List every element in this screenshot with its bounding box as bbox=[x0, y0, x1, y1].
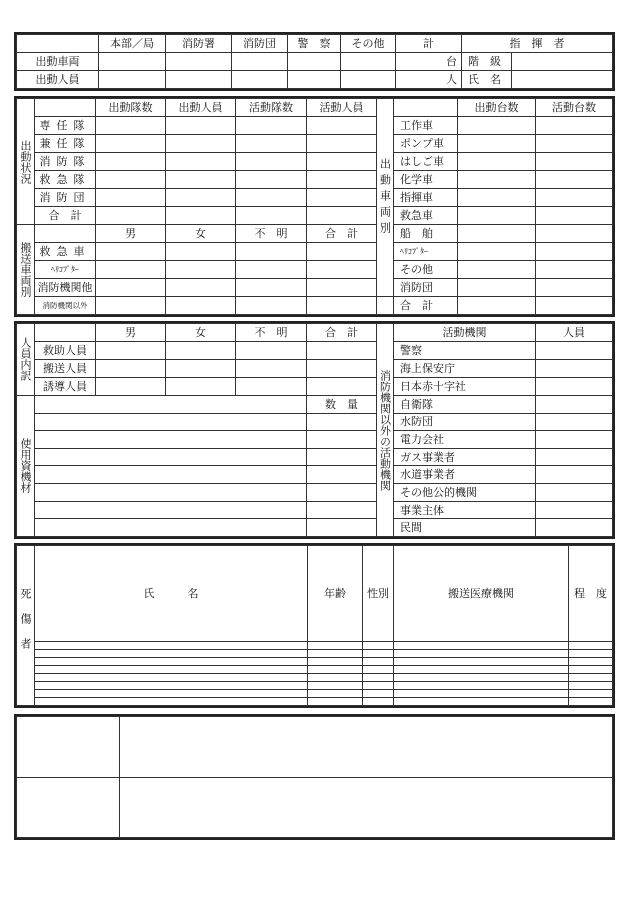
cell[interactable] bbox=[308, 690, 363, 698]
cell[interactable] bbox=[569, 682, 613, 690]
cell[interactable] bbox=[236, 189, 307, 207]
cell[interactable] bbox=[166, 297, 236, 315]
vehicles-keisatsu[interactable] bbox=[288, 53, 341, 71]
org-gas: ガス事業者 bbox=[394, 448, 536, 466]
org-sdf: 自衛隊 bbox=[394, 395, 536, 413]
cell[interactable] bbox=[307, 501, 377, 519]
row-total: 合 計 bbox=[35, 207, 96, 225]
cell[interactable] bbox=[307, 279, 377, 297]
cell[interactable] bbox=[236, 261, 307, 279]
header-org: 活動機関 bbox=[394, 324, 536, 342]
cell[interactable] bbox=[35, 642, 308, 650]
vehicle-pump: ポンプ車 bbox=[394, 135, 458, 153]
vehicles-sonota[interactable] bbox=[341, 53, 396, 71]
cell[interactable] bbox=[363, 642, 394, 650]
notes-block bbox=[14, 714, 615, 840]
blank bbox=[35, 225, 96, 243]
cell[interactable] bbox=[536, 297, 613, 315]
header-active-count: 活動台数 bbox=[536, 99, 613, 117]
vehicle-ship: 船 舶 bbox=[394, 225, 458, 243]
cell[interactable] bbox=[363, 698, 394, 706]
row-label-vehicles: 出動車両 bbox=[17, 53, 99, 71]
cell[interactable] bbox=[363, 658, 394, 666]
cell[interactable] bbox=[536, 189, 613, 207]
cell[interactable] bbox=[307, 153, 377, 171]
cell[interactable] bbox=[166, 279, 236, 297]
cell[interactable] bbox=[536, 377, 613, 395]
cell[interactable] bbox=[307, 117, 377, 135]
cell[interactable] bbox=[536, 359, 613, 377]
org-red-cross: 日本赤十字社 bbox=[394, 377, 536, 395]
header-quantity: 数 量 bbox=[307, 395, 377, 413]
equipment-name-cell[interactable] bbox=[35, 501, 307, 519]
header-female: 女 bbox=[166, 225, 236, 243]
vehicle-chemical: 化学車 bbox=[394, 171, 458, 189]
cell[interactable] bbox=[569, 690, 613, 698]
cell[interactable] bbox=[96, 153, 166, 171]
cell[interactable] bbox=[307, 341, 377, 359]
cell[interactable] bbox=[536, 501, 613, 519]
cell[interactable] bbox=[394, 698, 569, 706]
cell[interactable] bbox=[307, 431, 377, 449]
row-rescued: 救助人員 bbox=[35, 341, 96, 359]
row-shobodan: 消防団 bbox=[35, 189, 96, 207]
header-total: 合 計 bbox=[307, 225, 377, 243]
cell[interactable] bbox=[394, 682, 569, 690]
vehicles-shobodan[interactable] bbox=[232, 53, 288, 71]
cell[interactable] bbox=[35, 650, 308, 658]
header-shobodan: 消防団 bbox=[232, 35, 288, 53]
cell[interactable] bbox=[458, 117, 536, 135]
row-transported: 搬送人員 bbox=[35, 359, 96, 377]
cell[interactable] bbox=[166, 189, 236, 207]
cell[interactable] bbox=[536, 431, 613, 449]
personnel-keisatsu[interactable] bbox=[288, 71, 341, 89]
cell[interactable] bbox=[307, 189, 377, 207]
cell[interactable] bbox=[166, 341, 236, 359]
cell[interactable] bbox=[236, 207, 307, 225]
vehicle-ambulance: 救急車 bbox=[394, 207, 458, 225]
cell[interactable] bbox=[308, 658, 363, 666]
personnel-shobodan[interactable] bbox=[232, 71, 288, 89]
vehicles-honbu[interactable] bbox=[99, 53, 166, 71]
cell[interactable] bbox=[96, 135, 166, 153]
cell[interactable] bbox=[307, 519, 377, 537]
vehicle-side-label: 出動車両別 bbox=[377, 99, 394, 297]
equipment-name-cell[interactable] bbox=[35, 431, 307, 449]
cell[interactable] bbox=[536, 395, 613, 413]
cell[interactable] bbox=[236, 153, 307, 171]
row-senninn: 専任隊 bbox=[35, 117, 96, 135]
cell[interactable] bbox=[394, 674, 569, 682]
org-other-public: その他公的機関 bbox=[394, 484, 536, 502]
equipment-name-cell[interactable] bbox=[35, 413, 307, 431]
cell[interactable] bbox=[236, 297, 307, 315]
cell[interactable] bbox=[308, 682, 363, 690]
cell[interactable] bbox=[236, 135, 307, 153]
cell[interactable] bbox=[363, 682, 394, 690]
cell[interactable] bbox=[96, 243, 166, 261]
org-water: 水道事業者 bbox=[394, 466, 536, 484]
cell[interactable] bbox=[308, 674, 363, 682]
cell[interactable] bbox=[307, 207, 377, 225]
cell[interactable] bbox=[307, 171, 377, 189]
org-private: 民間 bbox=[394, 519, 536, 537]
header-dispatched-count: 出動台数 bbox=[458, 99, 536, 117]
cell[interactable] bbox=[35, 666, 308, 674]
cell[interactable] bbox=[394, 666, 569, 674]
row-label-personnel: 出動人員 bbox=[17, 71, 99, 89]
cell[interactable] bbox=[536, 243, 613, 261]
header-active-units: 活動隊数 bbox=[236, 99, 307, 117]
personnel-sonota[interactable] bbox=[341, 71, 396, 89]
cell[interactable] bbox=[96, 359, 166, 377]
personnel-shobosho[interactable] bbox=[166, 71, 232, 89]
cell[interactable] bbox=[569, 698, 613, 706]
header-kei: 計 bbox=[396, 35, 462, 53]
cell[interactable] bbox=[307, 466, 377, 484]
equipment-side-label: 使用資機材 bbox=[17, 395, 35, 536]
header-name: 氏 名 bbox=[35, 546, 308, 642]
header-shikisha: 指 揮 者 bbox=[462, 35, 613, 53]
transport-non-fire-agency: 消防機関以外 bbox=[35, 297, 96, 315]
cell[interactable] bbox=[308, 666, 363, 674]
header-shobosho: 消防署 bbox=[166, 35, 232, 53]
casualties-block bbox=[14, 543, 615, 708]
cell[interactable] bbox=[96, 171, 166, 189]
cell[interactable] bbox=[236, 377, 307, 395]
cell[interactable] bbox=[35, 698, 308, 706]
cell[interactable] bbox=[458, 207, 536, 225]
cell[interactable] bbox=[236, 279, 307, 297]
vehicle-total: 合 計 bbox=[394, 297, 458, 315]
vehicle-ladder: はしご車 bbox=[394, 153, 458, 171]
cell[interactable] bbox=[96, 207, 166, 225]
blank bbox=[35, 324, 96, 342]
row-shobotai: 消防隊 bbox=[35, 153, 96, 171]
header-honbu: 本部／局 bbox=[99, 35, 166, 53]
equipment-name-cell[interactable] bbox=[35, 448, 307, 466]
dispatch-block bbox=[14, 96, 615, 317]
header-dispatched-units: 出動隊数 bbox=[96, 99, 166, 117]
cell[interactable] bbox=[236, 243, 307, 261]
cell[interactable] bbox=[307, 261, 377, 279]
header-dispatched-personnel: 出動人員 bbox=[166, 99, 236, 117]
transport-helicopter: ﾍﾘｺﾌﾟﾀｰ bbox=[35, 261, 96, 279]
header-sex: 性別 bbox=[363, 546, 394, 642]
row-kyukyutai: 救急隊 bbox=[35, 171, 96, 189]
cell[interactable] bbox=[458, 171, 536, 189]
notes-label-1 bbox=[17, 717, 120, 778]
blank-header bbox=[17, 35, 99, 53]
header-total: 合 計 bbox=[307, 324, 377, 342]
cell[interactable] bbox=[308, 698, 363, 706]
equipment-name-cell[interactable] bbox=[35, 519, 307, 537]
cell[interactable] bbox=[236, 341, 307, 359]
cell[interactable] bbox=[35, 674, 308, 682]
cell[interactable] bbox=[166, 171, 236, 189]
vehicles-total-unit: 台 bbox=[396, 53, 462, 71]
cell[interactable] bbox=[96, 297, 166, 315]
vehicles-shobosho[interactable] bbox=[166, 53, 232, 71]
header-org-personnel: 人員 bbox=[536, 324, 613, 342]
cell[interactable] bbox=[307, 243, 377, 261]
personnel-total-unit: 人 bbox=[396, 71, 462, 89]
cell[interactable] bbox=[35, 682, 308, 690]
cell[interactable] bbox=[166, 261, 236, 279]
cell[interactable] bbox=[96, 261, 166, 279]
cell[interactable] bbox=[166, 377, 236, 395]
org-business: 事業主体 bbox=[394, 501, 536, 519]
header-male: 男 bbox=[96, 225, 166, 243]
cell[interactable] bbox=[536, 466, 613, 484]
cell[interactable] bbox=[536, 171, 613, 189]
org-coast-guard: 海上保安庁 bbox=[394, 359, 536, 377]
cell[interactable] bbox=[307, 135, 377, 153]
cell[interactable] bbox=[458, 261, 536, 279]
cell[interactable] bbox=[569, 642, 613, 650]
cell[interactable] bbox=[307, 413, 377, 431]
personnel-block bbox=[14, 321, 615, 539]
equipment-name-cell[interactable] bbox=[35, 395, 307, 413]
vehicle-kosakusha: 工作車 bbox=[394, 117, 458, 135]
cell[interactable] bbox=[307, 297, 377, 315]
cell[interactable] bbox=[363, 674, 394, 682]
cell[interactable] bbox=[569, 666, 613, 674]
vehicle-command: 指揮車 bbox=[394, 189, 458, 207]
cell[interactable] bbox=[307, 448, 377, 466]
dispatch-side-label: 出動状況 bbox=[17, 99, 35, 225]
cell[interactable] bbox=[536, 279, 613, 297]
cell[interactable] bbox=[394, 642, 569, 650]
cell[interactable] bbox=[166, 243, 236, 261]
cell[interactable] bbox=[569, 658, 613, 666]
transport-ambulance: 救急車 bbox=[35, 243, 96, 261]
cell[interactable] bbox=[536, 484, 613, 502]
casualties-side-label: 死傷者 bbox=[17, 546, 35, 706]
cell[interactable] bbox=[569, 650, 613, 658]
cell[interactable] bbox=[308, 642, 363, 650]
header-female: 女 bbox=[166, 324, 236, 342]
cell[interactable] bbox=[96, 377, 166, 395]
cell[interactable] bbox=[35, 690, 308, 698]
header-unknown: 不 明 bbox=[236, 225, 307, 243]
cell[interactable] bbox=[458, 279, 536, 297]
header-unknown: 不 明 bbox=[236, 324, 307, 342]
cell[interactable] bbox=[458, 243, 536, 261]
personnel-honbu[interactable] bbox=[99, 71, 166, 89]
cell[interactable] bbox=[307, 484, 377, 502]
notes-label-2 bbox=[17, 777, 120, 838]
blank bbox=[35, 99, 96, 117]
cell[interactable] bbox=[166, 153, 236, 171]
header-hospital: 搬送医療機関 bbox=[394, 546, 569, 642]
cell[interactable] bbox=[536, 413, 613, 431]
cell[interactable] bbox=[236, 359, 307, 377]
blank bbox=[394, 99, 458, 117]
cell[interactable] bbox=[536, 153, 613, 171]
commander-name-value[interactable] bbox=[512, 71, 613, 89]
cell[interactable] bbox=[96, 189, 166, 207]
cell[interactable] bbox=[458, 297, 536, 315]
equipment-name-cell[interactable] bbox=[35, 484, 307, 502]
cell[interactable] bbox=[308, 650, 363, 658]
vehicle-helicopter: ﾍﾘｺﾌﾟﾀｰ bbox=[394, 243, 458, 261]
cell[interactable] bbox=[236, 171, 307, 189]
org-flood-corps: 水防団 bbox=[394, 413, 536, 431]
summary-block bbox=[14, 32, 615, 91]
cell[interactable] bbox=[536, 117, 613, 135]
cell[interactable] bbox=[96, 279, 166, 297]
cell[interactable] bbox=[536, 225, 613, 243]
row-kennin: 兼任隊 bbox=[35, 135, 96, 153]
transport-side-label: 搬送車両別 bbox=[17, 225, 35, 315]
cell[interactable] bbox=[166, 135, 236, 153]
notes-field-1[interactable] bbox=[120, 717, 613, 778]
cell[interactable] bbox=[35, 658, 308, 666]
cell[interactable] bbox=[458, 135, 536, 153]
org-power: 電力会社 bbox=[394, 431, 536, 449]
commander-rank-value[interactable] bbox=[512, 53, 613, 71]
cell[interactable] bbox=[536, 261, 613, 279]
cell[interactable] bbox=[96, 341, 166, 359]
cell[interactable] bbox=[363, 666, 394, 674]
personnel-side-label: 人員内訳 bbox=[17, 324, 35, 396]
org-police: 警察 bbox=[394, 341, 536, 359]
transport-fire-agency-other: 消防機関他 bbox=[35, 279, 96, 297]
cell[interactable] bbox=[166, 207, 236, 225]
cell[interactable] bbox=[458, 189, 536, 207]
header-sonota: その他 bbox=[341, 35, 396, 53]
commander-rank-label: 階 級 bbox=[462, 53, 512, 71]
cell[interactable] bbox=[536, 135, 613, 153]
equipment-name-cell[interactable] bbox=[35, 466, 307, 484]
cell[interactable] bbox=[536, 448, 613, 466]
header-male: 男 bbox=[96, 324, 166, 342]
cell[interactable] bbox=[166, 117, 236, 135]
cell[interactable] bbox=[458, 153, 536, 171]
vehicle-fire-corps: 消防団 bbox=[394, 279, 458, 297]
cell[interactable] bbox=[96, 117, 166, 135]
cell[interactable] bbox=[236, 117, 307, 135]
cell[interactable] bbox=[166, 359, 236, 377]
cell[interactable] bbox=[536, 341, 613, 359]
cell[interactable] bbox=[307, 359, 377, 377]
header-age: 年齢 bbox=[308, 546, 363, 642]
header-keisatsu: 警 察 bbox=[288, 35, 341, 53]
cell[interactable] bbox=[363, 650, 394, 658]
cell[interactable] bbox=[363, 690, 394, 698]
cell[interactable] bbox=[536, 519, 613, 537]
commander-name-label: 氏 名 bbox=[462, 71, 512, 89]
vehicle-other: その他 bbox=[394, 261, 458, 279]
org-side-label: 消防機関以外の活動機関 bbox=[377, 324, 394, 537]
row-guided: 誘導人員 bbox=[35, 377, 96, 395]
cell[interactable] bbox=[307, 377, 377, 395]
cell[interactable] bbox=[569, 674, 613, 682]
cell[interactable] bbox=[394, 690, 569, 698]
header-active-personnel: 活動人員 bbox=[307, 99, 377, 117]
notes-field-2[interactable] bbox=[120, 777, 613, 838]
cell[interactable] bbox=[458, 225, 536, 243]
cell[interactable] bbox=[536, 207, 613, 225]
cell[interactable] bbox=[394, 650, 569, 658]
cell[interactable] bbox=[394, 658, 569, 666]
header-severity: 程 度 bbox=[569, 546, 613, 642]
